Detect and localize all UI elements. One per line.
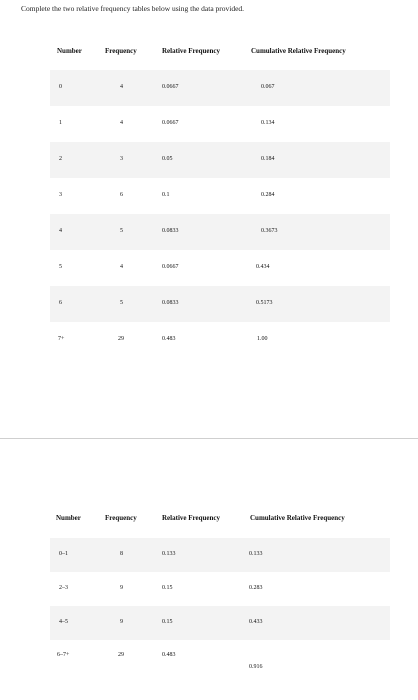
header-number: Number (56, 514, 81, 522)
cell-number: 6–7+ (57, 652, 70, 658)
cell-cumulative-frequency: 1.00 (257, 336, 268, 342)
cell-number: 2 (59, 156, 62, 162)
cell-relative-frequency: 0.0667 (162, 120, 179, 126)
cell-relative-frequency: 0.483 (162, 336, 176, 342)
table-row (50, 572, 390, 606)
cell-frequency: 4 (120, 264, 123, 270)
cell-number: 2–3 (59, 585, 68, 591)
table-row (50, 640, 390, 680)
cell-cumulative-frequency: 0.067 (261, 84, 275, 90)
cell-frequency: 5 (120, 300, 123, 306)
cell-frequency: 4 (120, 84, 123, 90)
header-frequency: Frequency (105, 514, 137, 522)
cell-relative-frequency: 0.05 (162, 156, 173, 162)
cell-number: 0 (59, 84, 62, 90)
cell-cumulative-frequency: 0.283 (249, 585, 263, 591)
instruction-text: Complete the two relative frequency tables below using the data provided. (21, 4, 245, 13)
cell-frequency: 8 (120, 551, 123, 557)
cell-cumulative-frequency: 0.284 (261, 192, 275, 198)
cell-number: 3 (59, 192, 62, 198)
header-relative-frequency: Relative Frequency (162, 47, 220, 55)
cell-cumulative-frequency: 0.916 (249, 664, 263, 670)
cell-frequency: 5 (120, 228, 123, 234)
cell-relative-frequency: 0.15 (162, 585, 173, 591)
header-cumulative-relative-frequency: Cumulative Relative Frequency (251, 47, 346, 55)
cell-frequency: 29 (118, 652, 124, 658)
cell-frequency: 9 (120, 585, 123, 591)
table-row (50, 70, 390, 106)
cell-relative-frequency: 0.483 (162, 652, 176, 658)
cell-frequency: 6 (120, 192, 123, 198)
cell-relative-frequency: 0.133 (162, 551, 176, 557)
section-divider (0, 438, 418, 439)
cell-number: 0–1 (59, 551, 68, 557)
cell-cumulative-frequency: 0.134 (261, 120, 275, 126)
cell-relative-frequency: 0.0833 (162, 228, 179, 234)
cell-number: 7+ (58, 336, 65, 342)
cell-cumulative-frequency: 0.3673 (261, 228, 278, 234)
cell-cumulative-frequency: 0.434 (256, 264, 270, 270)
table-row (50, 606, 390, 640)
cell-relative-frequency: 0.0667 (162, 84, 179, 90)
cell-number: 4 (59, 228, 62, 234)
cell-relative-frequency: 0.15 (162, 619, 173, 625)
header-number: Number (57, 47, 82, 55)
cell-cumulative-frequency: 0.433 (249, 619, 263, 625)
cell-number: 1 (59, 120, 62, 126)
header-frequency: Frequency (105, 47, 137, 55)
header-cumulative-relative-frequency: Cumulative Relative Frequency (250, 514, 345, 522)
cell-relative-frequency: 0.0833 (162, 300, 179, 306)
table-row (50, 538, 390, 572)
cell-frequency: 9 (120, 619, 123, 625)
cell-relative-frequency: 0.0667 (162, 264, 179, 270)
table-row (50, 106, 390, 142)
cell-number: 5 (59, 264, 62, 270)
cell-number: 4–5 (59, 619, 68, 625)
table-row (50, 286, 390, 322)
cell-frequency: 4 (120, 120, 123, 126)
cell-cumulative-frequency: 0.133 (249, 551, 263, 557)
header-relative-frequency: Relative Frequency (162, 514, 220, 522)
cell-number: 6 (59, 300, 62, 306)
table-row (50, 250, 390, 286)
cell-frequency: 3 (120, 156, 123, 162)
cell-cumulative-frequency: 0.5173 (256, 300, 273, 306)
table-row (50, 322, 390, 358)
table-row (50, 178, 390, 214)
table-row (50, 214, 390, 250)
cell-relative-frequency: 0.1 (162, 192, 170, 198)
cell-cumulative-frequency: 0.184 (261, 156, 275, 162)
cell-frequency: 29 (118, 336, 124, 342)
table-row (50, 142, 390, 178)
